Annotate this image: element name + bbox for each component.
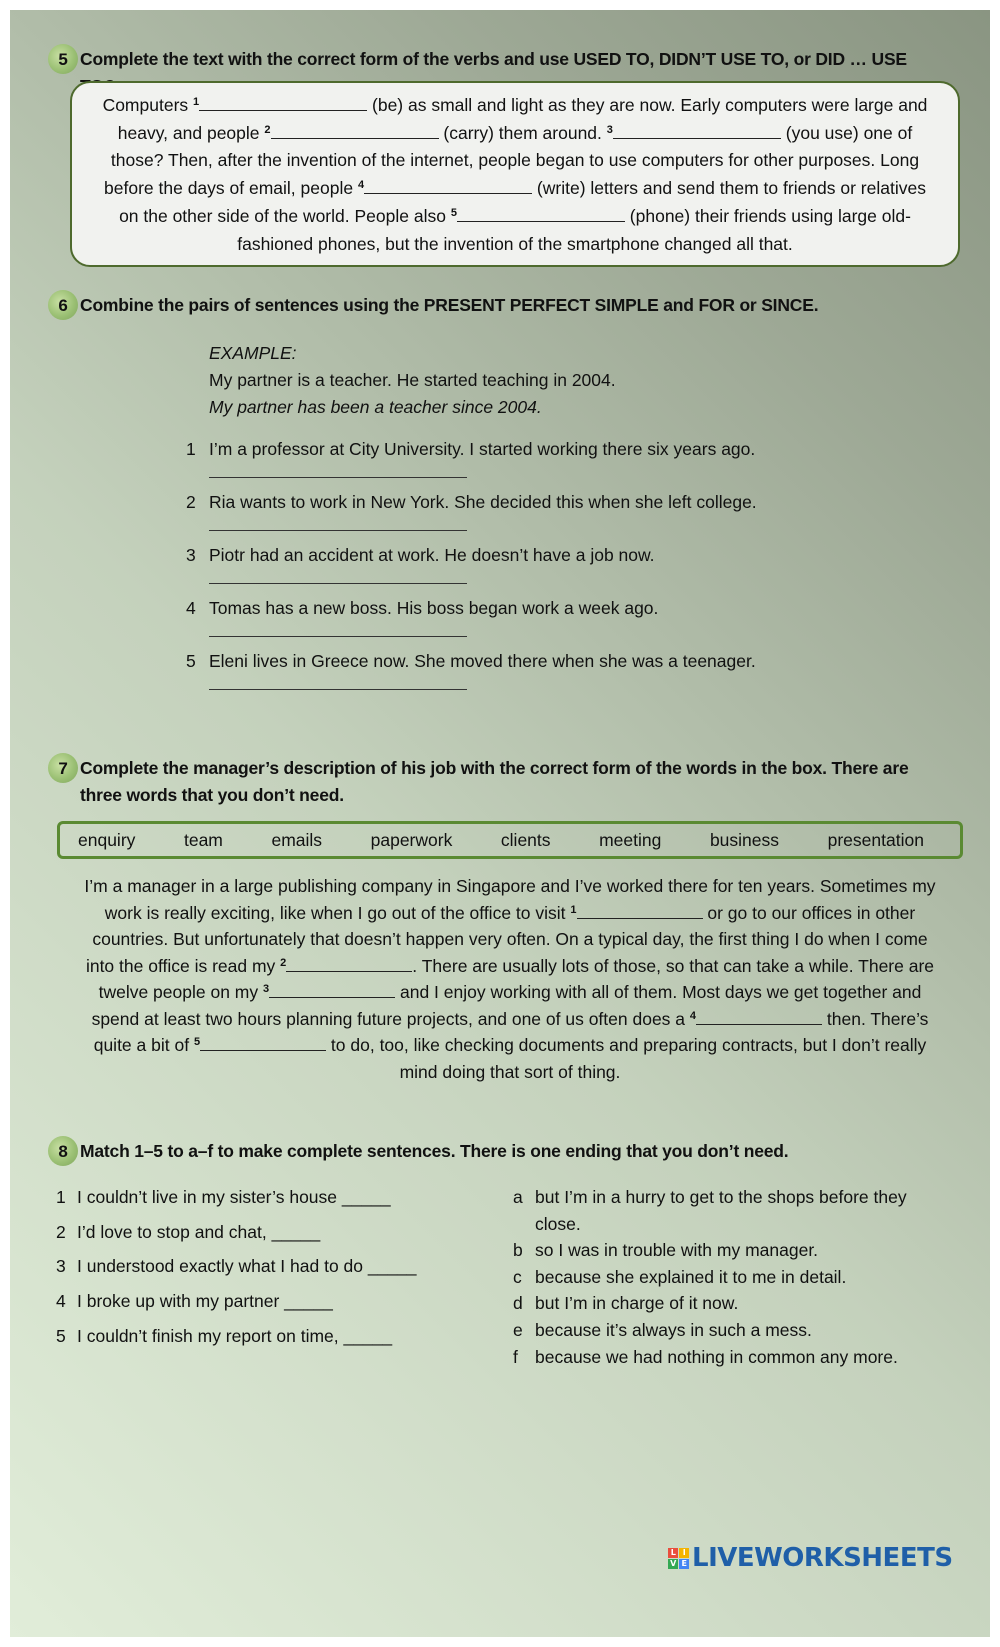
list-item: b so I was in trouble with my manager. [513, 1240, 819, 1261]
answer-line[interactable] [209, 518, 467, 531]
list-item: 5 Eleni lives in Greece now. She moved there when she was a teenager. [186, 648, 756, 690]
answer-blank-4[interactable] [364, 175, 532, 194]
word-box-item: team [183, 829, 223, 850]
list-item: 2 Ria wants to work in New York. She decided this when she left college. [186, 489, 757, 531]
list-item: 2 I’d love to stop and chat, _____ [56, 1221, 321, 1242]
exercise-5-title: Complete the text with the correct form of the verbs and use USED TO, DIDN’T USE TO, or DID … USE [80, 49, 907, 69]
exercise-6-example [209, 340, 616, 421]
answer-blank-4[interactable] [696, 1006, 822, 1025]
word-box-item: clients [500, 829, 551, 850]
word-box-item: presentation [827, 829, 924, 850]
list-item: 1 I’m a professor at City University. I started working there six years ago. [186, 436, 755, 478]
exercise-number-badge: 6 [48, 290, 78, 320]
example-answer: My partner has been a teacher since 2004. [209, 397, 542, 417]
exercise-7-heading [48, 755, 940, 809]
example-label: EXAMPLE: [209, 343, 297, 363]
example-sentence: My partner is a teacher. He started teaching in 2004. [209, 370, 616, 390]
exercise-6-heading [48, 292, 940, 320]
exercise-number-badge: 5 [48, 44, 78, 74]
answer-blank-2[interactable] [286, 953, 412, 972]
logo-mark-icon: L I V E [668, 1548, 689, 1569]
list-item: a but I’m in a hurry to get to the shops before they close. [513, 1187, 907, 1234]
answer-line[interactable] [209, 571, 467, 584]
answer-line[interactable] [209, 677, 467, 690]
list-item: d but I’m in charge of it now. [513, 1293, 739, 1314]
exercise-8-title: Match 1–5 to a–f to make complete sentences. There is one ending that you don’t need. [80, 1141, 789, 1161]
list-item: c because she explained it to me in detail. [513, 1266, 847, 1287]
answer-blank-2[interactable] [271, 120, 439, 139]
answer-blank-3[interactable] [613, 120, 781, 139]
word-box-item: business [709, 829, 780, 850]
word-box [57, 821, 963, 859]
list-item: 4 Tomas has a new boss. His boss began work a week ago. [186, 595, 658, 637]
exercise-number-badge: 8 [48, 1136, 78, 1166]
exercise-7-text: I’m a manager in a large publishing company in Singapore and I’ve worked there for ten years. Sometimes my work is really exciting, like when I go out of the office to visit $^1$ or go to our offices in other countries. But unfortunately that doesn’t happen very often. On a typical day, the first thing I do when I come into the office is read my $^2$ . There are usually lots of those, so that can take a while. There are twelve people on my $^3$ and I enjoy working with all of them. Most days we get together and spend at least two hours planning future projects, and one of us often does a $^4$ then. There’s quite a bit of $^5$ to do, too, like checking documents and preparing contracts, but I don’t really mind doing that sort of thing. [84, 876, 936, 1082]
worksheet-page [10, 10, 990, 1637]
exercise-5-text-box: Computers $^1$ (be) as small and light as they are now. Early computers were large and heavy, and people $^2$ (carry) them around. $^3$ (you use) one of those? Then, after the invention of the internet, people began to use computers for other purposes. Long before the days of email, people $^4$ (write) letters and send them to friends or relatives on the other side of the world. People also $^5$ (phone) their friends using large old-fashioned phones, but the invention of the smartphone changed all that. [70, 81, 960, 267]
exercise-6-title: Combine the pairs of sentences using the PRESENT PERFECT SIMPLE and FOR or SINCE. [80, 295, 819, 315]
answer-blank-5[interactable] [457, 203, 625, 222]
exercise-8-heading [48, 1138, 940, 1166]
answer-blank-5[interactable] [200, 1032, 326, 1051]
list-item: 3 Piotr had an accident at work. He doesn’t have a job now. [186, 542, 655, 584]
match-left-column [56, 1184, 417, 1357]
logo-text: LIVEWORKSHEETS [692, 1543, 953, 1573]
word-box-item: meeting [599, 829, 662, 850]
list-item: 3 I understood exactly what I had to do _____ [56, 1256, 417, 1277]
exercise-number-badge: 7 [48, 753, 78, 783]
word-box-item: enquiry [78, 829, 136, 850]
list-item: 4 I broke up with my partner _____ [56, 1291, 333, 1312]
list-item: 5 I couldn’t finish my report on time, _____ [56, 1325, 393, 1346]
answer-blank-3[interactable] [269, 979, 395, 998]
list-item: e because it’s always in such a mess. [513, 1319, 812, 1340]
answer-blank-1[interactable] [199, 92, 367, 111]
exercise-7-title: Complete the manager’s description of his job with the correct form of the words in the box. There are three words that you don’t need. [80, 758, 909, 805]
answer-blank-1[interactable] [577, 900, 703, 919]
list-item: f because we had nothing in common any more. [513, 1346, 898, 1367]
match-right-column [513, 1184, 933, 1370]
answer-line[interactable] [209, 624, 467, 637]
word-box-item: emails [271, 829, 323, 850]
answer-line[interactable] [209, 465, 467, 478]
list-item: 1 I couldn’t live in my sister’s house _____ [56, 1187, 391, 1207]
word-box-item: paperwork [370, 829, 453, 850]
liveworksheets-logo[interactable] [668, 1543, 953, 1573]
